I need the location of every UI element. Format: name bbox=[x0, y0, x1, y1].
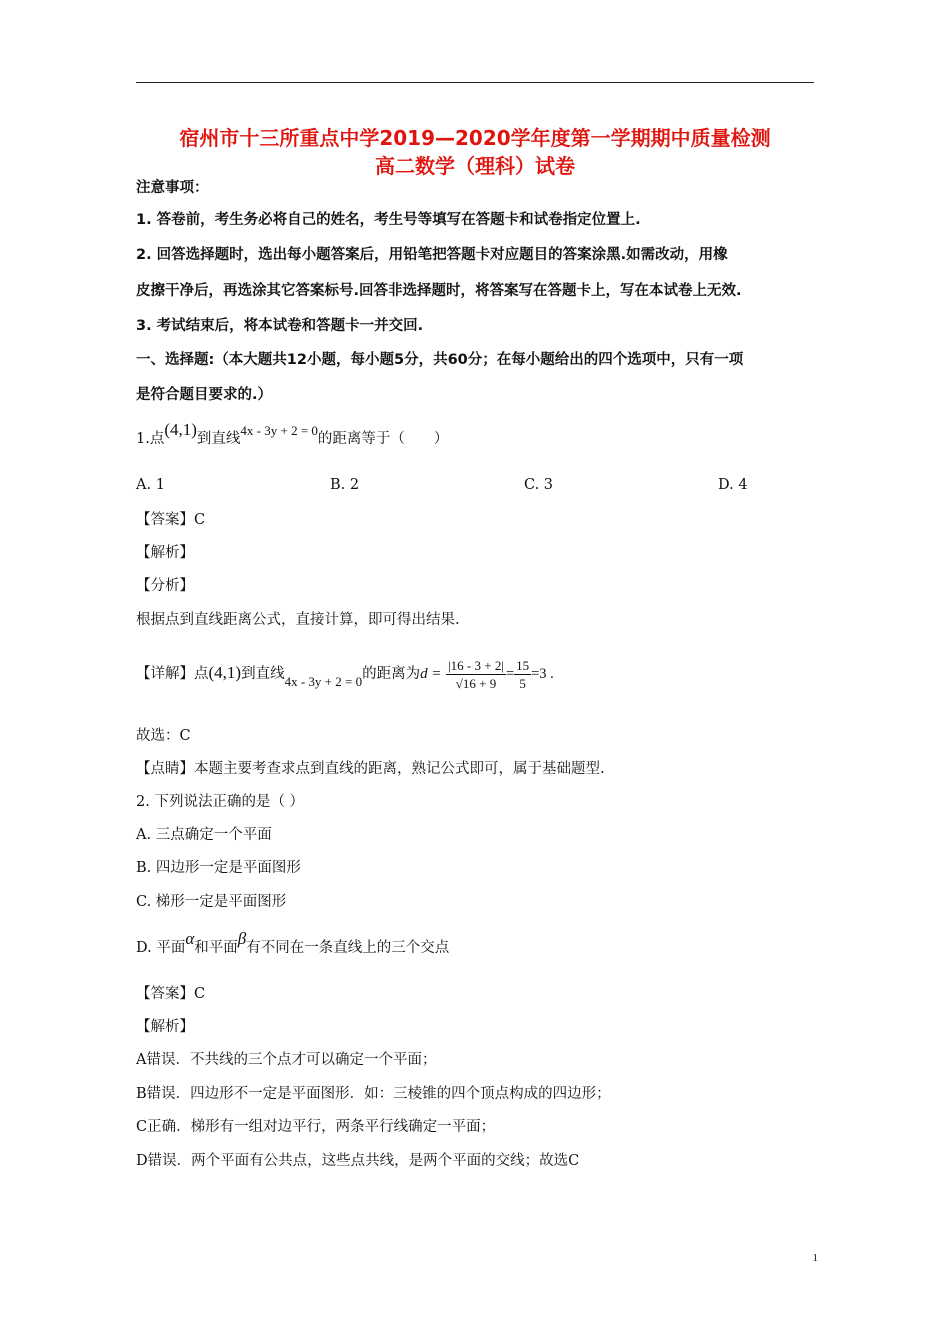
q2-option-c: C. 梯形一定是平面图形 bbox=[136, 894, 287, 910]
question-1-stem bbox=[136, 420, 449, 449]
q1-mid: 到直线 bbox=[196, 431, 241, 447]
q1-line-equation: 4x - 3y + 2 = 0 bbox=[240, 423, 318, 438]
q1-conclusion: 故选：C bbox=[136, 728, 191, 744]
q2-explanation-c: C正确．梯形有一组对边平行，两条平行线确定一平面； bbox=[136, 1119, 496, 1135]
q1-answer: 【答案】C bbox=[136, 512, 206, 528]
q2-option-d-prefix: D. 平面 bbox=[136, 940, 186, 956]
section-heading-line1: 一、选择题:（本大题共12小题，每小题5分，共60分；在每小题给出的四个选项中，只有一项 bbox=[136, 352, 744, 368]
formula-numerator: |16 - 3 + 2| bbox=[448, 657, 504, 673]
formula-result: =3 . bbox=[531, 666, 554, 682]
q2-explanation-b: B错误．四边形不一定是平面图形．如：三棱锥的四个顶点构成的四边形； bbox=[136, 1086, 611, 1102]
beta-symbol: β bbox=[237, 929, 247, 948]
q2-explanation-d: D错误．两个平面有公共点，这些点共线，是两个平面的交线；故选C bbox=[136, 1153, 580, 1169]
q2-option-d-mid: 和平面 bbox=[194, 940, 238, 956]
q1-detail-mid: 到直线 bbox=[241, 666, 285, 682]
q2-option-d bbox=[136, 929, 450, 958]
exam-title-line1: 宿州市十三所重点中学2019—2020学年度第一学期期中质量检测 bbox=[179, 126, 771, 150]
formula-denominator: √16 + 9 bbox=[455, 675, 497, 691]
notice-item-2a: 2. 回答选择题时，选出每小题答案后，用铅笔把答题卡对应题目的答案涂黑.如需改动，用橡 bbox=[136, 247, 728, 263]
notice-heading: 注意事项： bbox=[136, 180, 209, 196]
formula-fraction-2 bbox=[514, 657, 531, 692]
header-rule bbox=[136, 82, 814, 83]
q1-suffix: 的距离等于（ ） bbox=[317, 431, 449, 447]
page-number: 1 bbox=[812, 1252, 818, 1264]
formula-fraction bbox=[446, 657, 506, 692]
q1-option-a: A. 1 bbox=[136, 477, 165, 493]
alpha-symbol: α bbox=[185, 929, 195, 948]
q2-explanation-a: A错误．不共线的三个点才可以确定一个平面； bbox=[136, 1052, 437, 1068]
q1-option-d: D. 4 bbox=[718, 477, 748, 493]
formula-numerator-2: 15 bbox=[516, 657, 530, 673]
notice-item-3: 3. 考试结束后，将本试卷和答题卡一并交回. bbox=[136, 318, 424, 334]
q1-option-b: B. 2 bbox=[330, 477, 360, 493]
formula-equals: = bbox=[505, 666, 515, 682]
notice-item-1: 1. 答卷前，考生务必将自己的姓名，考生号等填写在答题卡和试卷指定位置上. bbox=[136, 212, 641, 228]
exam-title-line2: 高二数学（理科）试卷 bbox=[375, 154, 575, 178]
q1-detail bbox=[136, 652, 554, 695]
q2-answer: 【答案】C bbox=[136, 986, 206, 1002]
q2-jiexi-label: 【解析】 bbox=[136, 1019, 194, 1035]
q1-detail-dist: 的距离为 bbox=[362, 666, 421, 682]
q1-detail-label: 【详解】点 bbox=[136, 666, 209, 682]
question-2-stem: 2. 下列说法正确的是（ ） bbox=[136, 794, 305, 810]
q1-fenxi-label: 【分析】 bbox=[136, 578, 194, 594]
q1-detail-point: (4,1) bbox=[208, 663, 242, 682]
q2-option-d-suffix: 有不同在一条直线上的三个交点 bbox=[246, 940, 450, 956]
formula-denominator-2: 5 bbox=[519, 675, 526, 691]
section-heading-line2: 是符合题目要求的.） bbox=[136, 387, 273, 403]
q1-detail-line: 4x - 3y + 2 = 0 bbox=[284, 674, 363, 689]
q1-option-c: C. 3 bbox=[524, 477, 554, 493]
q1-comment: 【点睛】本题主要考查求点到直线的距离，熟记公式即可，属于基础题型. bbox=[136, 761, 605, 777]
q1-analysis: 根据点到直线距离公式，直接计算，即可得出结果. bbox=[136, 612, 460, 628]
q1-point: (4,1) bbox=[164, 420, 197, 439]
q2-option-b: B. 四边形一定是平面图形 bbox=[136, 860, 301, 876]
notice-item-2b: 皮擦干净后，再选涂其它答案标号.回答非选择题时，将答案写在答题卡上，写在本试卷上无效. bbox=[136, 283, 742, 299]
q2-option-a: A. 三点确定一个平面 bbox=[136, 827, 272, 843]
q1-jiexi-label: 【解析】 bbox=[136, 545, 194, 561]
q1-prefix: 1.点 bbox=[136, 431, 165, 447]
formula-d: d = bbox=[420, 666, 442, 682]
